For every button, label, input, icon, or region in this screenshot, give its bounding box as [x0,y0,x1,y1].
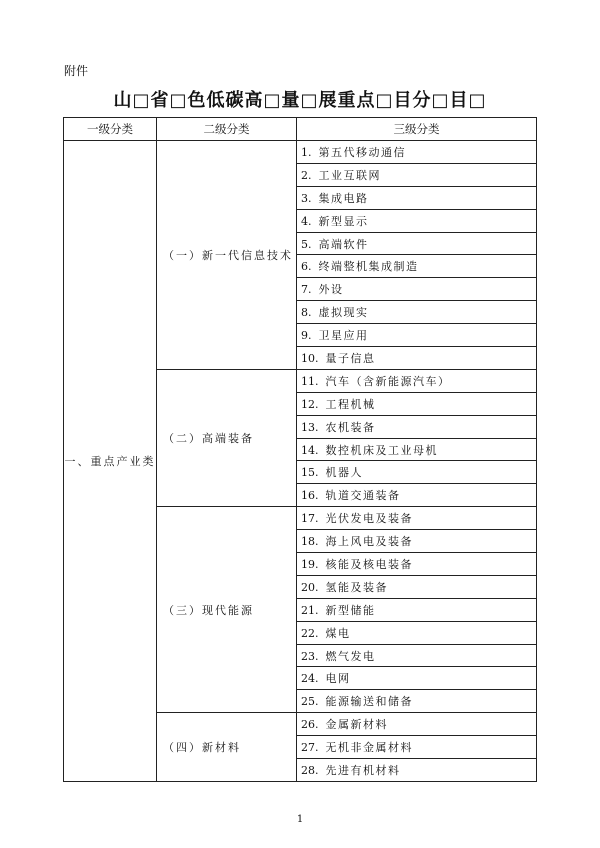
item-number: 9. [301,329,312,343]
level3-item [297,186,537,209]
level3-item [297,530,537,553]
level3-item [297,232,537,255]
item-label: 电网 [325,672,351,686]
item-label: 外设 [318,283,344,297]
item-number: 6. [301,260,312,274]
level3-item [297,484,537,507]
item-label: 新型显示 [318,214,369,228]
item-label: 轨道交通装备 [325,489,401,503]
level3-item [297,278,537,301]
item-label: 光伏发电及装备 [325,512,413,526]
column-header-level2: 二级分类 [157,118,297,141]
level3-item [297,301,537,324]
item-label: 机器人 [325,466,363,480]
item-number: 10. [301,351,319,365]
item-label: 农机装备 [325,420,376,434]
item-label: 新型储能 [325,603,376,617]
item-label: 氢能及装备 [325,580,388,594]
level3-item [297,347,537,370]
level3-item [297,598,537,621]
item-label: 第五代移动通信 [318,145,406,159]
item-number: 17. [301,512,319,526]
item-label: 燃气发电 [325,649,376,663]
item-label: 虚拟现实 [318,306,369,320]
item-number: 18. [301,535,319,549]
item-number: 5. [301,237,312,251]
item-number: 14. [301,443,319,457]
level3-item [297,163,537,186]
item-number: 25. [301,695,319,709]
item-label: 数控机床及工业母机 [325,443,438,457]
level3-item [297,553,537,576]
item-label: 海上风电及装备 [325,535,413,549]
level3-item [297,507,537,530]
item-number: 7. [301,283,312,297]
level2-category: （一）新一代信息技术 [157,141,297,370]
column-header-level3: 三级分类 [297,118,537,141]
level1-category: 一、重点产业类 [64,141,157,782]
item-number: 24. [301,672,319,686]
item-label: 先进有机材料 [325,763,401,777]
item-label: 无机非金属材料 [325,741,413,755]
level3-item [297,621,537,644]
table-body [64,141,537,782]
item-label: 量子信息 [325,351,376,365]
item-number: 16. [301,489,319,503]
item-number: 22. [301,626,319,640]
item-number: 1. [301,145,312,159]
level3-item [297,255,537,278]
item-number: 11. [301,374,319,388]
item-label: 金属新材料 [325,718,388,732]
item-number: 13. [301,420,319,434]
item-label: 高端软件 [318,237,369,251]
level3-item [297,575,537,598]
item-number: 23. [301,649,319,663]
item-label: 工业互联网 [318,168,381,182]
level3-item [297,141,537,164]
table-header-row [64,118,537,141]
item-number: 21. [301,603,319,617]
item-number: 3. [301,191,312,205]
level3-item [297,392,537,415]
level3-item [297,690,537,713]
item-label: 核能及核电装备 [325,557,413,571]
item-number: 8. [301,306,312,320]
item-number: 4. [301,214,312,228]
item-number: 20. [301,580,319,594]
item-label: 煤电 [325,626,351,640]
level3-item [297,415,537,438]
level3-item [297,324,537,347]
item-number: 27. [301,741,319,755]
project-catalog-table [63,117,537,782]
level2-category: （二）高端装备 [157,369,297,506]
level3-item [297,667,537,690]
document-title: 山□省□色低碳高□量□展重点□目分□目□ [113,90,487,111]
level3-item [297,736,537,759]
level2-category: （三）现代能源 [157,507,297,713]
item-number: 26. [301,718,319,732]
item-number: 2. [301,168,312,182]
level3-item [297,713,537,736]
level3-item [297,644,537,667]
level3-item [297,209,537,232]
item-number: 15. [301,466,319,480]
item-number: 12. [301,397,319,411]
item-number: 28. [301,763,319,777]
item-label: 卫星应用 [318,329,369,343]
level3-item [297,461,537,484]
column-header-level1: 一级分类 [64,118,157,141]
item-label: 集成电路 [318,191,369,205]
level3-item [297,759,537,782]
item-label: 汽车（含新能源汽车） [325,374,451,388]
attachment-label: 附件 [64,64,89,78]
item-label: 工程机械 [325,397,376,411]
level3-item [297,438,537,461]
level3-item [297,369,537,392]
item-label: 终端整机集成制造 [318,260,419,274]
item-label: 能源输送和储备 [325,695,413,709]
page-number: 1 [296,814,304,825]
table-row [64,141,537,164]
item-number: 19. [301,557,319,571]
level2-category: （四）新材料 [157,713,297,782]
